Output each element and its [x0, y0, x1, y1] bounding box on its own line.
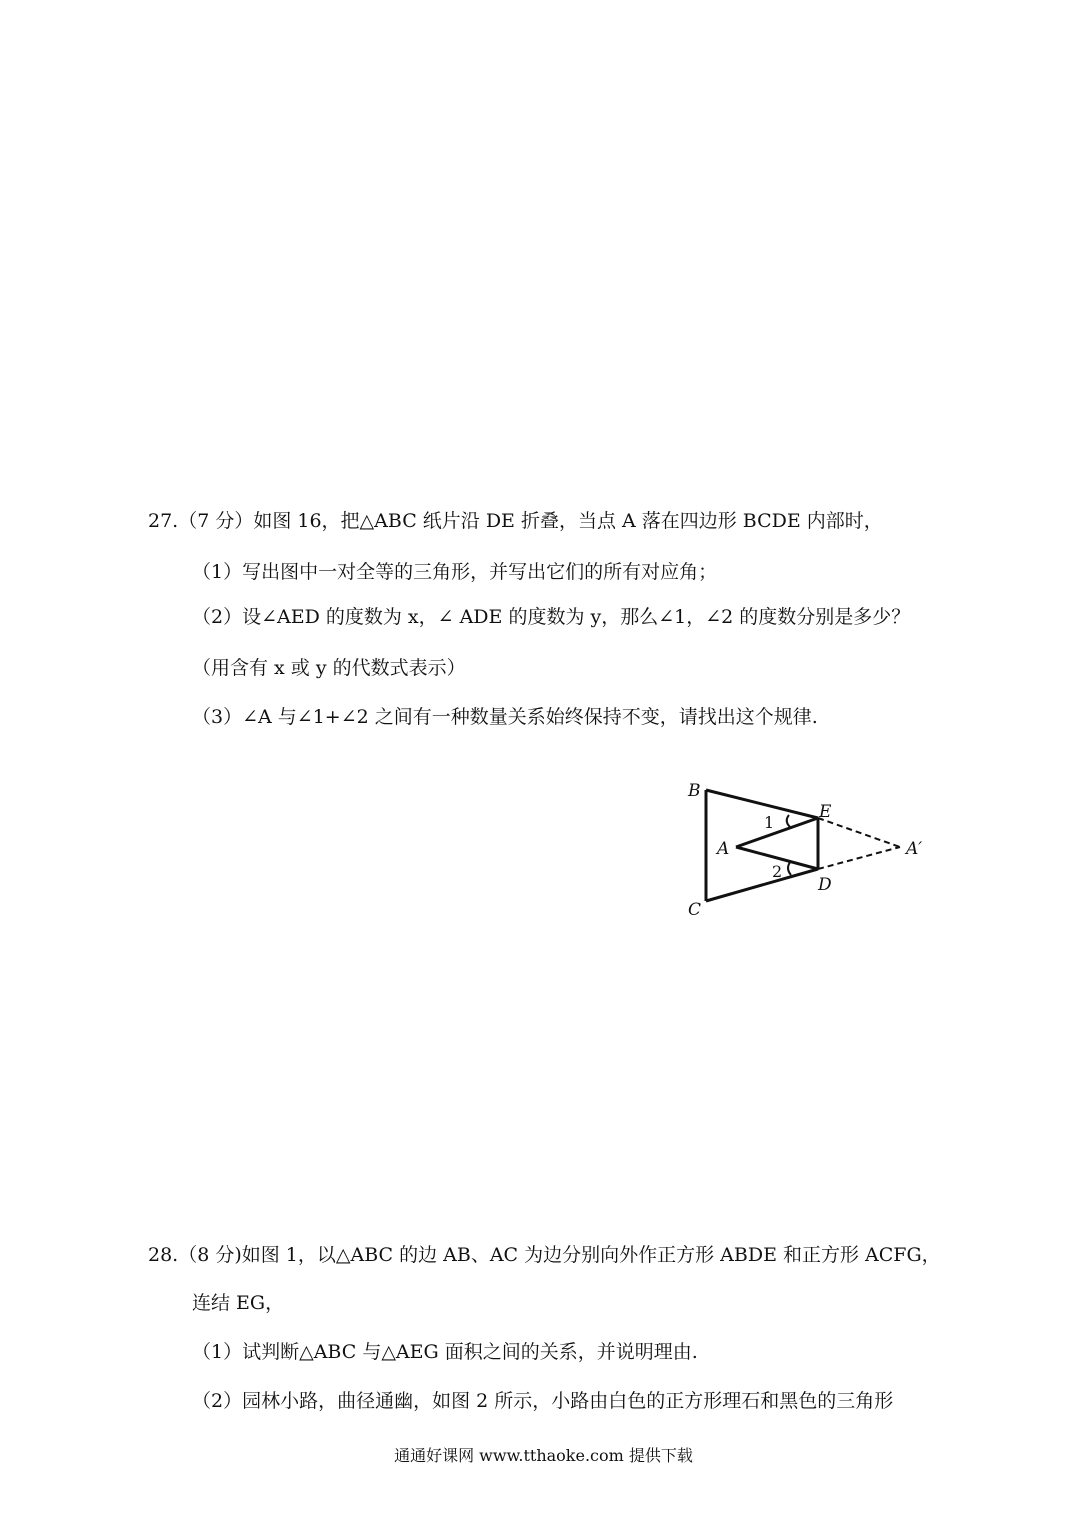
question-27-part-2-note: （用含有 x 或 y 的代数式表示） [192, 657, 466, 679]
question-27-part-2: （2）设∠AED 的度数为 x，∠ ADE 的度数为 y，那么∠1，∠2 的度数分别是多少？ [192, 606, 911, 628]
label-E: E [819, 802, 832, 822]
segment-CD [706, 869, 818, 901]
label-B: B [688, 781, 701, 801]
page-footer: 通通好课网 www.tthaoke.com 提供下载 [394, 1446, 693, 1465]
label-A: A [717, 839, 730, 859]
label-D: D [818, 875, 832, 895]
question-27-part-1: （1）写出图中一对全等的三角形，并写出它们的所有对应角； [192, 561, 718, 583]
question-28-part-1: （1）试判断△ABC 与△AEG 面积之间的关系，并说明理由. [192, 1341, 698, 1363]
dashed-segment-DA-prime [818, 847, 900, 869]
angle-1-arc [787, 815, 790, 827]
label-angle-2: 2 [772, 862, 783, 881]
label-A-prime: A′ [906, 839, 923, 859]
segment-AE [736, 818, 818, 847]
figure-16-diagram [660, 770, 960, 930]
question-28-stem-continued: 连结 EG， [192, 1292, 285, 1314]
question-28-stem: 28.（8 分)如图 1，以△ABC 的边 AB、AC 为边分别向外作正方形 ABDE 和正方形 ACFG， [148, 1244, 941, 1266]
dashed-segment-EA-prime [818, 818, 900, 847]
segment-BE [706, 790, 818, 818]
label-C: C [688, 900, 702, 920]
angle-2-arc [788, 861, 791, 875]
question-28-part-2: （2）园林小路，曲径通幽，如图 2 所示，小路由白色的正方形理石和黑色的三角形 [192, 1390, 894, 1412]
question-27-stem: 27.（7 分）如图 16，把△ABC 纸片沿 DE 折叠，当点 A 落在四边形 BCDE 内部时， [148, 510, 883, 532]
question-27-part-3: （3）∠A 与∠1+∠2 之间有一种数量关系始终保持不变，请找出这个规律. [192, 706, 818, 728]
label-angle-1: 1 [764, 813, 775, 832]
